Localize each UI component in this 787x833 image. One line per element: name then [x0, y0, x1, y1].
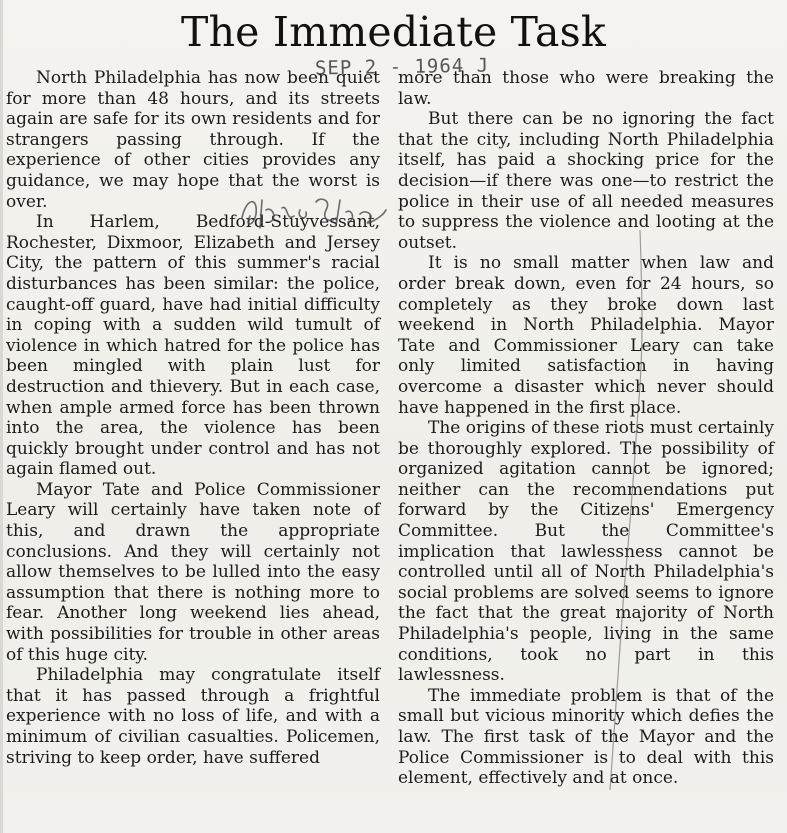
paragraph: Philadelphia may congratulate itself that it has passed through a frightful experience with no loss of life, and with a minimum of civilian casualties. Policemen, striving to keep order, have suffered: [6, 665, 380, 768]
paragraph: more than those who were breaking the law.: [398, 68, 774, 109]
paragraph: The origins of these riots must certainly be thoroughly explored. The possibility of organized agitation cannot be ignored; neither can the recommendations put forward by the Citizens' Emergency Committee. But the Committee's implication that lawlessness cannot be controlled until all of North Philadelphia's social problems are solved seems to ignore the fact that the great majority of North Philadelphia's people, living in the same conditions, took no part in this lawlessness.: [398, 418, 774, 686]
paragraph: Mayor Tate and Police Commissioner Leary will certainly have taken note of this, and drawn the appropriate conclusions. And they will certainly not allow themselves to be lulled into the easy assumption that there is nothing more to fear. Another long weekend lies ahead, with possibilities for trouble in other areas of this huge city.: [6, 479, 380, 665]
paragraph: But there can be no ignoring the fact that the city, including North Philadelphia itself, has paid a shocking price for the decision—if there was one—to restrict the police in their use of all needed measures to suppress the violence and looting at the outset.: [398, 109, 774, 253]
clipping-edge: [0, 0, 3, 833]
date-stamp: SEP 2 - 1964 J: [314, 54, 490, 80]
pencil-margin-line: [600, 230, 670, 790]
paragraph: It is no small matter when law and order break down, even for 24 hours, so completely as they broke down last weekend in North Philadelphia. Mayor Tate and Commissioner Leary can take only limited satisfaction in having overcome a disaster which never should have happened in the first place.: [398, 253, 774, 418]
paragraph: In Harlem, Bedford-Stuyvessant, Rochester, Dixmoor, Elizabeth and Jersey City, the pattern of this summer's racial disturbances has been similar: the police, caught-off guard, have had initial difficulty in coping with a sudden wild tumult of violence in which hatred for the police has been mingled with plain lust for destruction and thievery. But in each case, when ample armed force has been thrown into the area, the violence has been quickly brought under control and has not again flamed out.: [6, 212, 380, 480]
paragraph: North Philadelphia has now been quiet for more than 48 hours, and its streets again are safe for its own residents and for strangers passing through. If the experience of other cities provides any guidance, we may hope that the worst is over.: [6, 68, 380, 212]
headline: The Immediate Task: [181, 8, 606, 56]
paragraph: The immediate problem is that of the small but vicious minority which defies the law. The first task of the Mayor and the Police Commissioner is to deal with this element, effectively and at once.: [398, 685, 774, 789]
left-column: [6, 68, 380, 768]
handwritten-annotation: [236, 188, 396, 238]
right-column: [398, 68, 774, 789]
